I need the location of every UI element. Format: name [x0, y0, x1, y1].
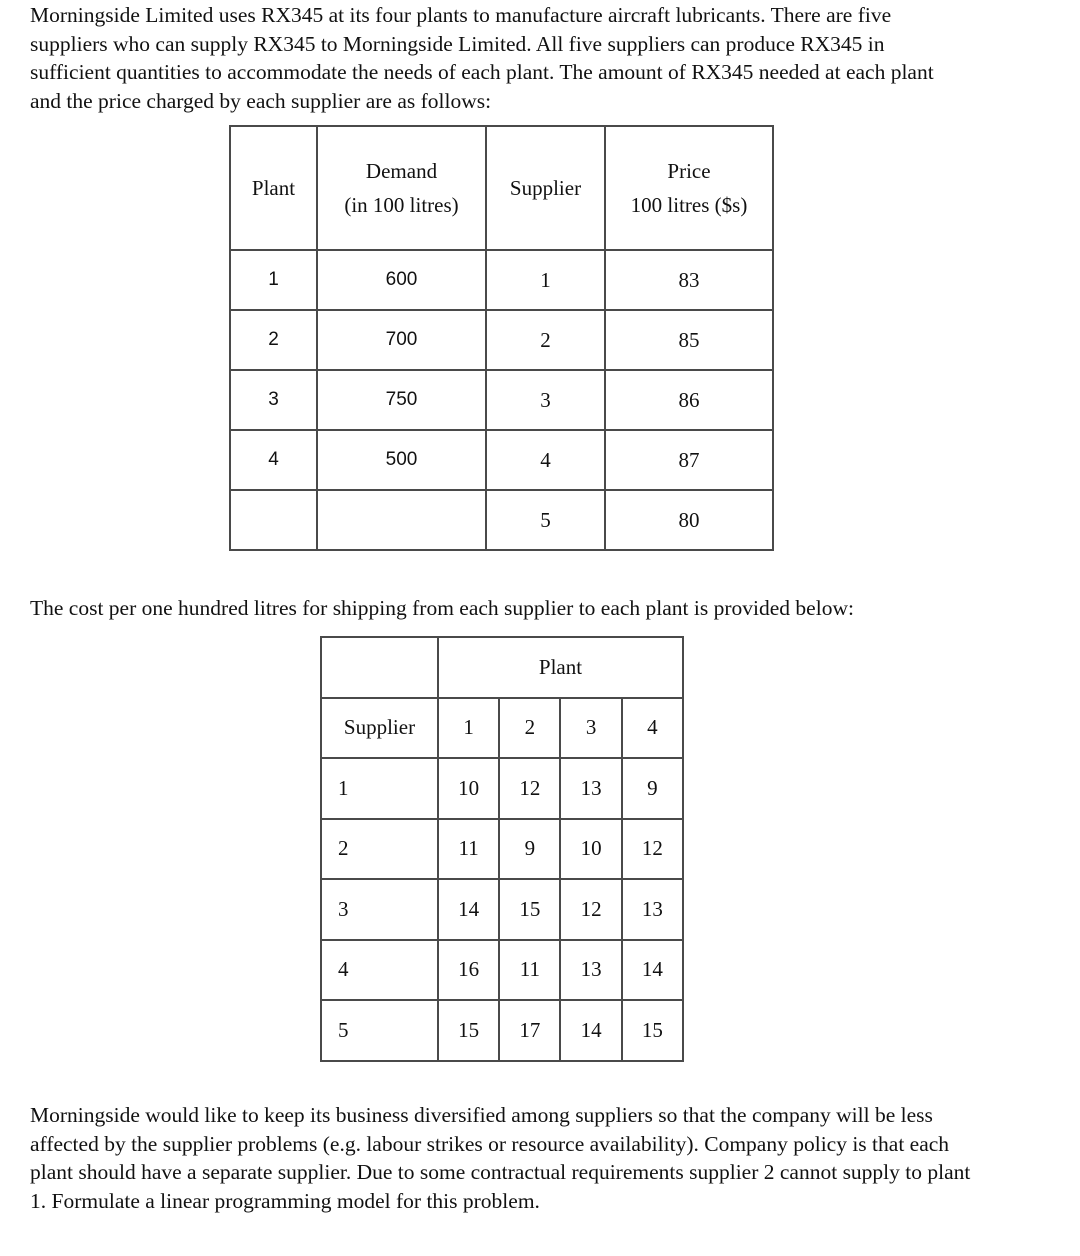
cell-price: 83: [605, 250, 773, 310]
cell-supplier: 3: [321, 879, 438, 940]
cell-plant: 2: [230, 310, 317, 370]
table-row: [230, 490, 773, 550]
table-row: [230, 250, 773, 310]
cell-demand: [317, 490, 486, 550]
cell-cost: 11: [499, 940, 560, 1001]
header-price-line1: Price: [667, 159, 711, 183]
cell-cost: 12: [622, 819, 683, 880]
shipping-intro: The cost per one hundred litres for shipping from each supplier to each plant is provided below:: [30, 596, 854, 620]
header-supplier: Supplier: [321, 698, 438, 759]
cell-cost: 15: [438, 1000, 499, 1061]
table-row: [321, 940, 683, 1001]
table-row: [230, 370, 773, 430]
cell-supplier: 5: [321, 1000, 438, 1061]
cell-cost: 11: [438, 819, 499, 880]
cell-cost: 15: [499, 879, 560, 940]
cell-cost: 12: [560, 879, 621, 940]
cell-supplier: 4: [321, 940, 438, 1001]
cell-cost: 12: [499, 758, 560, 819]
header-demand: [317, 126, 486, 250]
plant-header-3: 3: [560, 698, 621, 759]
cell-supplier: 4: [486, 430, 605, 490]
cell-supplier: 1: [321, 758, 438, 819]
cell-cost: 13: [622, 879, 683, 940]
cell-plant: 1: [230, 250, 317, 310]
cell-cost: 14: [622, 940, 683, 1001]
header-supplier: Supplier: [486, 126, 605, 250]
cell-supplier: 2: [321, 819, 438, 880]
table-row: [321, 819, 683, 880]
table-row: [321, 758, 683, 819]
cell-cost: 13: [560, 758, 621, 819]
header-demand-line1: Demand: [365, 159, 438, 183]
table-header-row: [321, 637, 683, 698]
cell-cost: 14: [438, 879, 499, 940]
cell-plant: [230, 490, 317, 550]
cell-price: 86: [605, 370, 773, 430]
cell-cost: 17: [499, 1000, 560, 1061]
cell-cost: 13: [560, 940, 621, 1001]
header-plant: Plant: [438, 637, 683, 698]
cell-price: 80: [605, 490, 773, 550]
header-plant: Plant: [230, 126, 317, 250]
intro-paragraph: Morningside Limited uses RX345 at its four plants to manufacture aircraft lubricants. There are five suppliers who can supply RX345 to Morningside Limited. All five suppliers can produce RX345 in sufficient quantities to accommodate the needs of each plant. The amount of RX345 needed at each plant and the price charged by each supplier are as follows:: [30, 3, 934, 113]
cell-demand: 750: [317, 370, 486, 430]
header-price-line2: 100 litres ($s): [630, 193, 748, 217]
plant-header-2: 2: [499, 698, 560, 759]
table-row: [230, 310, 773, 370]
cell-supplier: 2: [486, 310, 605, 370]
table-row: [321, 1000, 683, 1061]
cell-supplier: 1: [486, 250, 605, 310]
table-row: [230, 430, 773, 490]
cell-demand: 600: [317, 250, 486, 310]
cell-cost: 16: [438, 940, 499, 1001]
cell-plant: 4: [230, 430, 317, 490]
closing-paragraph: Morningside would like to keep its business diversified among suppliers so that the company will be less affected by the supplier problems (e.g. labour strikes or resource availability). Company policy is that each plant should have a separate supplier. Due to some contractual requirements supplier 2 cannot supply to plant 1. Formulate a linear programming model for this problem.: [30, 1103, 971, 1213]
cell-demand: 700: [317, 310, 486, 370]
header-demand-line2: (in 100 litres): [344, 193, 459, 217]
demand-price-table: [229, 125, 774, 551]
cell-cost: 9: [499, 819, 560, 880]
table-row: [321, 879, 683, 940]
cell-cost: 14: [560, 1000, 621, 1061]
cell-price: 87: [605, 430, 773, 490]
plant-number-row: [321, 698, 683, 759]
table-header-row: [230, 126, 773, 250]
cell-cost: 9: [622, 758, 683, 819]
corner-cell: [321, 637, 438, 698]
plant-header-4: 4: [622, 698, 683, 759]
cell-price: 85: [605, 310, 773, 370]
shipping-cost-table: [320, 636, 684, 1062]
cell-cost: 15: [622, 1000, 683, 1061]
cell-cost: 10: [438, 758, 499, 819]
cell-plant: 3: [230, 370, 317, 430]
cell-cost: 10: [560, 819, 621, 880]
header-price: [605, 126, 773, 250]
plant-header-1: 1: [438, 698, 499, 759]
cell-demand: 500: [317, 430, 486, 490]
cell-supplier: 3: [486, 370, 605, 430]
cell-supplier: 5: [486, 490, 605, 550]
